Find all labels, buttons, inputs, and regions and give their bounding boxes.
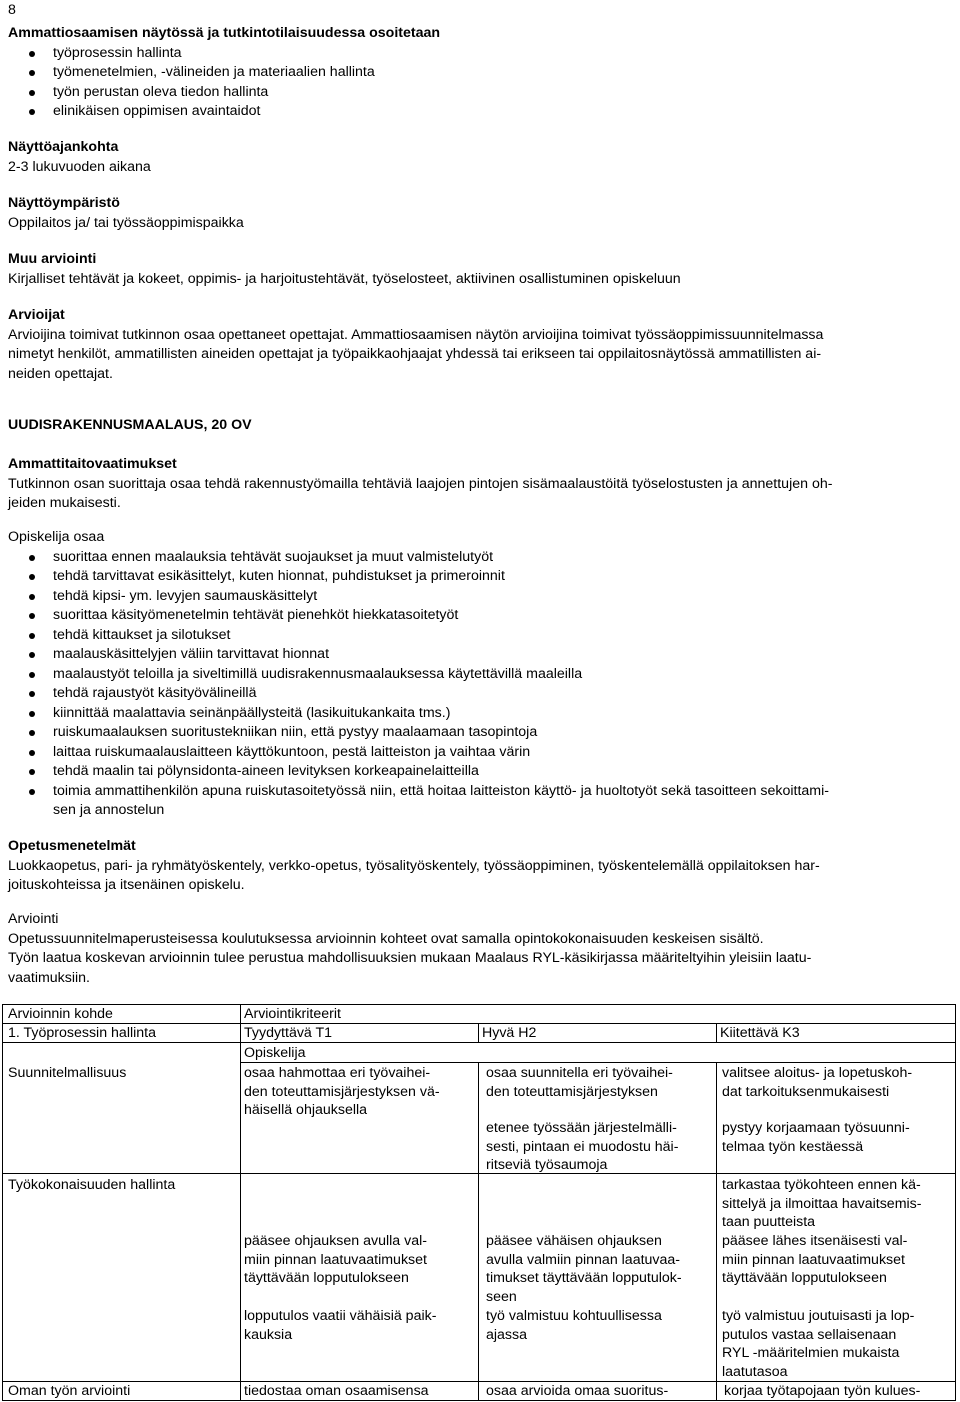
section-text: Arvioijina toimivat tutkinnon osaa opettaneet opettajat. Ammattiosaamisen näytön arvioijina toimivat työssäoppimissuunnitelmassa bbox=[8, 326, 824, 343]
cell-line: lopputulos vaatii vähäisiä paik- bbox=[244, 1308, 437, 1324]
list-item-continuation: sen ja annostelun bbox=[53, 802, 165, 818]
grade-k3: Kiitettävä K3 bbox=[720, 1025, 800, 1041]
cell-line: pääsee ohjauksen avulla val- bbox=[244, 1233, 427, 1249]
list-item: toimia ammattihenkilön apuna ruiskutasoitetyössä niin, että hoitaa laitteiston käyttö- ja huoltotyöt sekä tasoitteen sekoittami- bbox=[8, 782, 948, 802]
cell-line: den toteuttamisjärjestyksen bbox=[486, 1083, 658, 1100]
list-item: suorittaa käsityömenetelmin tehtävät pienehköt hiekkatasoitetyöt bbox=[8, 606, 948, 626]
criteria-cell: korjaa työtapojaan työn kulues- bbox=[724, 1383, 921, 1399]
cell-line: täyttävään lopputulokseen bbox=[722, 1270, 887, 1286]
criteria-cell bbox=[244, 1064, 440, 1120]
table-row-label: Oman työn arviointi bbox=[8, 1383, 131, 1399]
section-text: jeiden mukaisesti. bbox=[8, 495, 121, 511]
grade-h2: Hyvä H2 bbox=[482, 1025, 537, 1041]
table-border bbox=[716, 1023, 717, 1043]
list-item: laittaa ruiskumaalauslaitteen käyttökuntoon, pestä laitteiston ja vaihtaa värin bbox=[8, 743, 948, 763]
criteria-cell bbox=[244, 1307, 436, 1344]
module-title: UUDISRAKENNUSMAALAUS, 20 OV bbox=[8, 417, 252, 433]
section-text: neiden opettajat. bbox=[8, 365, 113, 382]
list-item: tehdä rajaustyöt käsityövälineillä bbox=[8, 684, 948, 704]
section-text: Kirjalliset tehtävät ja kokeet, oppimis- ja harjoitustehtävät, työselosteet, aktiivinen osallistuminen opiskeluun bbox=[8, 270, 681, 287]
section-text: nimetyt henkilöt, ammatillisten aineiden opettajat ja työpaikkaohjaajat yhdessä tai erikseen tai oppilaitosnäytössä ammatillisten ai- bbox=[8, 346, 822, 362]
table-border bbox=[2, 1004, 956, 1005]
cell-line: avulla valmiin pinnan laatuvaa- bbox=[486, 1251, 681, 1268]
cell-line: den toteuttamisjärjestyksen vä- bbox=[244, 1083, 440, 1100]
cell-line: miin pinnan laatuvaatimukset bbox=[722, 1251, 905, 1268]
list-item: tehdä maalin tai pölynsidonta-aineen levityksen korkeapainelaitteilla bbox=[8, 762, 948, 782]
cell-line: ritseviä työsaumoja bbox=[486, 1157, 608, 1173]
table-border bbox=[955, 1004, 956, 1401]
section-text: vaatimuksiin. bbox=[8, 969, 91, 986]
cell-line: laatutasoa bbox=[722, 1363, 788, 1380]
table-header-criteria: Arviointikriteerit bbox=[244, 1006, 341, 1022]
section-text: Opetussuunnitelmaperusteisessa koulutuksessa arvioinnin kohteet ovat samalla opintokokonaisuuden keskeisen sisältö. bbox=[8, 930, 764, 947]
cell-line: putulos vastaa sellaisenaan bbox=[722, 1326, 897, 1343]
section-heading: Arviointi bbox=[8, 911, 59, 927]
table-header-target: Arvioinnin kohde bbox=[8, 1006, 113, 1022]
cell-line: pystyy korjaamaan työsuunni- bbox=[722, 1120, 910, 1136]
cell-line: sittelyä ja ilmoittaa havaitsemis- bbox=[722, 1195, 922, 1212]
list-item: työmenetelmien, -välineiden ja materiaalien hallinta bbox=[8, 63, 948, 83]
list-item: maalaustyöt teloilla ja siveltimillä uudisrakennusmaalauksessa käytettävillä maaleilla bbox=[8, 665, 948, 685]
grade-t1: Tyydyttävä T1 bbox=[244, 1025, 333, 1041]
page-number: 8 bbox=[8, 2, 16, 18]
cell-line: ajassa bbox=[486, 1326, 528, 1343]
section-heading: Näyttöympäristö bbox=[8, 195, 120, 211]
cell-line: valitsee aloitus- ja lopetuskoh- bbox=[722, 1065, 913, 1081]
section-text: joituskohteissa ja itsenäinen opiskelu. bbox=[8, 877, 245, 893]
list-item: suorittaa ennen maalauksia tehtävät suojaukset ja muut valmistelutyöt bbox=[8, 548, 948, 568]
table-border bbox=[2, 1004, 3, 1401]
criteria-cell bbox=[722, 1119, 910, 1156]
cell-line: pääsee vähäisen ohjauksen bbox=[486, 1233, 662, 1249]
cell-line: taan puutteista bbox=[722, 1214, 816, 1230]
criteria-cell bbox=[722, 1307, 914, 1381]
section-text: 2-3 lukuvuoden aikana bbox=[8, 158, 151, 175]
cell-line: osaa hahmottaa eri työvaihei- bbox=[244, 1065, 431, 1081]
cell-line: täyttävään lopputulokseen bbox=[244, 1270, 409, 1286]
criteria-cell: tiedostaa oman osaamisensa bbox=[244, 1383, 429, 1399]
table-border bbox=[2, 1173, 956, 1174]
cell-line: tarkastaa työkohteen ennen kä- bbox=[722, 1177, 921, 1193]
criteria-cell bbox=[722, 1176, 921, 1232]
criteria-cell bbox=[722, 1064, 912, 1101]
cell-line: sesti, pintaan ei muodostu häi- bbox=[486, 1138, 679, 1155]
section-heading: Näyttöajankohta bbox=[8, 139, 119, 155]
criteria-cell bbox=[486, 1307, 662, 1344]
cell-line: työ valmistuu kohtuullisessa bbox=[486, 1308, 662, 1324]
cell-line: etenee työssään järjestelmälli- bbox=[486, 1120, 677, 1136]
cell-line: timukset täyttävään lopputulok- bbox=[486, 1270, 682, 1286]
list-item: tehdä tarvittavat esikäsittelyt, kuten hionnat, puhdistukset ja primeroinnit bbox=[8, 567, 948, 587]
criteria-cell bbox=[486, 1232, 682, 1306]
section-heading: Ammattitaitovaatimukset bbox=[8, 456, 177, 472]
criteria-cell: osaa arvioida omaa suoritus- bbox=[486, 1383, 669, 1399]
table-border bbox=[478, 1062, 479, 1401]
cell-line: dat tarkoituksenmukaisesti bbox=[722, 1083, 890, 1100]
cell-line: työ valmistuu joutuisasti ja lop- bbox=[722, 1308, 915, 1324]
table-row-label: Työkokonaisuuden hallinta bbox=[8, 1177, 176, 1193]
cell-line: pääsee lähes itsenäisesti val- bbox=[722, 1233, 908, 1249]
section-heading: Opiskelija osaa bbox=[8, 529, 105, 545]
table-border bbox=[478, 1023, 479, 1043]
list-item: elinikäisen oppimisen avaintaidot bbox=[8, 102, 948, 122]
section-heading: Muu arviointi bbox=[8, 251, 97, 267]
table-border bbox=[240, 1004, 241, 1401]
list-item: työn perustan oleva tiedon hallinta bbox=[8, 83, 948, 103]
section-text: Työn laatua koskevan arvioinnin tulee perustua mahdollisuuksien mukaan Maalaus RYL-käsikirjassa määriteltyihin yleisiin laatu- bbox=[8, 950, 812, 966]
cell-line: osaa suunnitella eri työvaihei- bbox=[486, 1065, 673, 1081]
list-item: tehdä kipsi- ym. levyjen saumauskäsittelyt bbox=[8, 587, 948, 607]
section-heading: Arvioijat bbox=[8, 307, 65, 323]
list-item: maalauskäsittelyjen väliin tarvittavat hionnat bbox=[8, 645, 948, 665]
list-item: tehdä kittaukset ja silotukset bbox=[8, 626, 948, 646]
cell-line: seen bbox=[486, 1288, 517, 1305]
list-item: työprosessin hallinta bbox=[8, 44, 948, 64]
table-row-label: 1. Työprosessin hallinta bbox=[8, 1025, 157, 1041]
table-row-label: Suunnitelmallisuus bbox=[8, 1065, 127, 1081]
section-text: Luokkaopetus, pari- ja ryhmätyöskentely, verkko-opetus, työsalityöskentely, työssäoppiminen, työskentelemällä oppilaitoksen har- bbox=[8, 857, 820, 874]
student-heading: Opiskelija bbox=[244, 1045, 306, 1061]
cell-line: RYL -määritelmien mukaista bbox=[722, 1345, 900, 1361]
criteria-cell bbox=[244, 1232, 427, 1288]
table-border bbox=[716, 1062, 717, 1401]
criteria-cell bbox=[486, 1119, 678, 1175]
list-item: ruiskumaalauksen suoritustekniikan niin, että pystyy maalaamaan tasopintoja bbox=[8, 723, 948, 743]
table-border bbox=[240, 1062, 956, 1063]
cell-line: kauksia bbox=[244, 1326, 293, 1343]
list-item: kiinnittää maalattavia seinänpäällysteitä (lasikuitukankaita tms.) bbox=[8, 704, 948, 724]
criteria-cell bbox=[486, 1064, 673, 1101]
section-text: Oppilaitos ja/ tai työssäoppimispaikka bbox=[8, 214, 244, 231]
section-heading: Opetusmenetelmät bbox=[8, 838, 136, 854]
cell-line: häisellä ohjauksella bbox=[244, 1102, 368, 1118]
cell-line: telmaa työn kestäessä bbox=[722, 1138, 864, 1155]
criteria-cell bbox=[722, 1232, 907, 1288]
cell-line: miin pinnan laatuvaatimukset bbox=[244, 1251, 427, 1268]
section-heading: Ammattiosaamisen näytössä ja tutkintotilaisuudessa osoitetaan bbox=[8, 25, 441, 41]
section-text: Tutkinnon osan suorittaja osaa tehdä rakennustyömailla tehtäviä laajojen pintojen sisämaalaustöitä työselostusten ja annettujen oh- bbox=[8, 475, 833, 492]
